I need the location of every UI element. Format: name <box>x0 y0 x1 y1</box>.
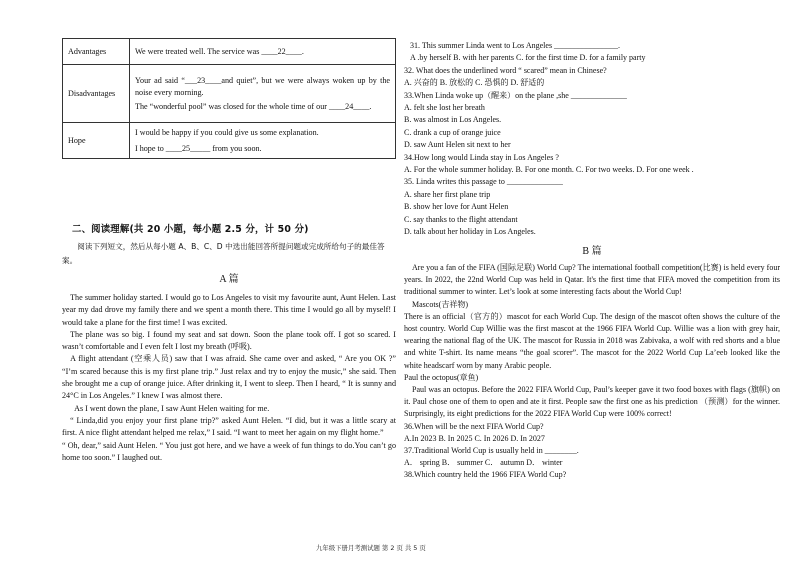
paragraph: As I went down the plane, I saw Aunt Helen waiting for me. <box>74 403 270 413</box>
row-line: I would be happy if you could give us some explanation. <box>135 127 319 137</box>
row-label: Advantages <box>63 39 130 65</box>
row-line: I hope to ____25_____ from you soon. <box>135 143 262 153</box>
questions-a <box>404 40 780 239</box>
question-line: B. show her love for Aunt Helen <box>404 202 509 212</box>
row-line: Your ad said “___23____and quiet”, but we were always woken up by the noise every morning. <box>135 75 390 97</box>
paragraph: There is an official（官方的）mascot for each World Cup. The design of the mascot often shows the culture of the host country. World Cup Willie was the first mascot at the 1966 FIFA World Cup. Willie was a lion with grey hair, wearing the national flag of the UK. The mascot for Russia in 2018 was Zabivaka, a wolf with red shorts and a blue and white T-shirt. Its name means “the goal scorer”. The mascot for the 2022 World Cup La’eeb looked like the white headscarf worn by many Arabic people. <box>404 311 780 370</box>
page-footer: 九年级下册月考测试题 第 2 页 共 5 页 <box>316 544 426 552</box>
question-line: A. share her first plane trip <box>404 189 491 199</box>
question-line: A.In 2023 B. In 2025 C. In 2026 D. In 2027 <box>404 433 545 443</box>
table-row <box>63 39 396 65</box>
paragraph: “ Oh, dear,” said Aunt Helen. “ You just got here, and we have a week of fun things to do.You can’t go home too soon.” I laughed out. <box>62 440 396 462</box>
passage-b-title: B 篇 <box>582 245 602 257</box>
row-label: Disadvantages <box>63 65 130 123</box>
row-line: We were treated well. The service was ____22____. <box>135 46 304 56</box>
question-line: C. say thanks to the flight attendant <box>404 214 518 224</box>
table-row <box>63 65 396 123</box>
letter-table <box>62 38 396 159</box>
row-label: Hope <box>63 123 130 159</box>
question-line: 36.When will be the next FIFA World Cup? <box>404 421 544 431</box>
question-line: A． spring B． summer C． autumn D． winter <box>404 458 563 468</box>
question-line: A .by herself B. with her parents C. for the first time D. for a family party <box>410 53 646 63</box>
question-line: C. drank a cup of orange juice <box>404 127 501 137</box>
subheading: Paul the octopus(章鱼) <box>404 372 479 382</box>
question-line: B. was almost in Los Angeles. <box>404 115 502 125</box>
question-line: 38.Which country held the 1966 FIFA World Cup? <box>404 470 567 480</box>
passage-b <box>404 262 780 421</box>
question-line: 34.How long would Linda stay in Los Angeles ? <box>404 152 559 162</box>
row-content <box>130 65 396 123</box>
question-line: A. felt she lost her breath <box>404 103 485 113</box>
right-column <box>404 40 780 482</box>
paragraph: Paul was an octopus. Before the 2022 FIFA World Cup, Paul’s keeper gave it two food boxes with flags (旗帜) on it. Paul chose one of them to open and ate it first. People saw the first one as his prediction （预测）for the winner. Surprisingly, its eight predictions for the 2022 FIFA World Cup were 100% correct! <box>404 384 780 419</box>
question-line: 35. Linda writes this passage to ______________ <box>404 177 563 187</box>
paragraph: The plane was so big. I found my seat and sat down. Soon the plane took off. I got so scared. I wasn’t comfortable and I even felt I lost my breath (呼吸). <box>62 329 396 352</box>
question-line: D. saw Aunt Helen sit next to her <box>404 140 511 150</box>
passage-a <box>62 274 396 464</box>
section-title: 二、阅读理解(共 20 小题，每小题 2.5 分，计 50 分) <box>72 224 309 235</box>
question-line: 37.Traditional World Cup is usually held in ________. <box>404 445 579 455</box>
paragraph: The summer holiday started. I would go to Los Angeles to visit my favourite aunt, Aunt Helen. Last year my dad drove my family there and we spent a month there. This time I would go all by myself! I would take a plane for the first time! I was excited. <box>62 293 396 327</box>
question-line: 31. This summer Linda went to Los Angeles ________________. <box>410 41 621 50</box>
question-line: A. 兴奋的 B. 放松的 C. 恐惧的 D. 舒适的 <box>404 78 545 88</box>
question-line: 32. What does the underlined word “ scared” mean in Chinese? <box>404 65 607 75</box>
question-line: A. For the whole summer holiday. B. For one month. C. For two weeks. D. For one week . <box>404 165 694 175</box>
row-content <box>130 123 396 159</box>
paragraph: “ Linda,did you enjoy your first plane trip?” asked Aunt Helen. “I did, but it was a little scary at first. A nice flight attendant helped me relax,” I said. “I want to meet her again on my flight home.” <box>62 415 396 438</box>
section-instruction: 阅读下列短文，然后从每小题 A、B、C、D 中选出能回答所提问题或完成所给句子的最佳答案。 <box>62 242 385 265</box>
paragraph: A flight attendant (空乘人员) saw that I was afraid. She came over and asked, “ Are you OK ?” “I’m scared because this is my first plane trip.” Just relax and try to enjoy the music,” she said. Then she brought me a cup of orange juice. After drinking it, I went to sleep. Then I heard, “ It is sunny and 24°C in Los Angeles.” I knew I was almost there. <box>62 354 396 401</box>
passage-a-title: A 篇 <box>219 274 239 285</box>
row-line: The “wonderful pool” was closed for the whole time of our ____24____. <box>135 101 372 111</box>
question-line: 33.When Linda woke up（醒来）on the plane ,she ______________ <box>404 90 627 100</box>
question-line: D. talk about her holiday in Los Angeles. <box>404 227 536 237</box>
paragraph: Are you a fan of the FIFA (国际足联) World Cup? The international football competition(比赛) is held every four years. In 2022, the 22nd World Cup was held in Qatar. It's the first time that FIFA moved the competition from its traditional summer to winter. Let’s look at some interesting facts about the World Cup! <box>404 262 780 297</box>
questions-b <box>404 421 780 482</box>
row-content <box>130 39 396 65</box>
table-row <box>63 123 396 159</box>
subheading: Mascots(吉祥物) <box>412 299 468 309</box>
